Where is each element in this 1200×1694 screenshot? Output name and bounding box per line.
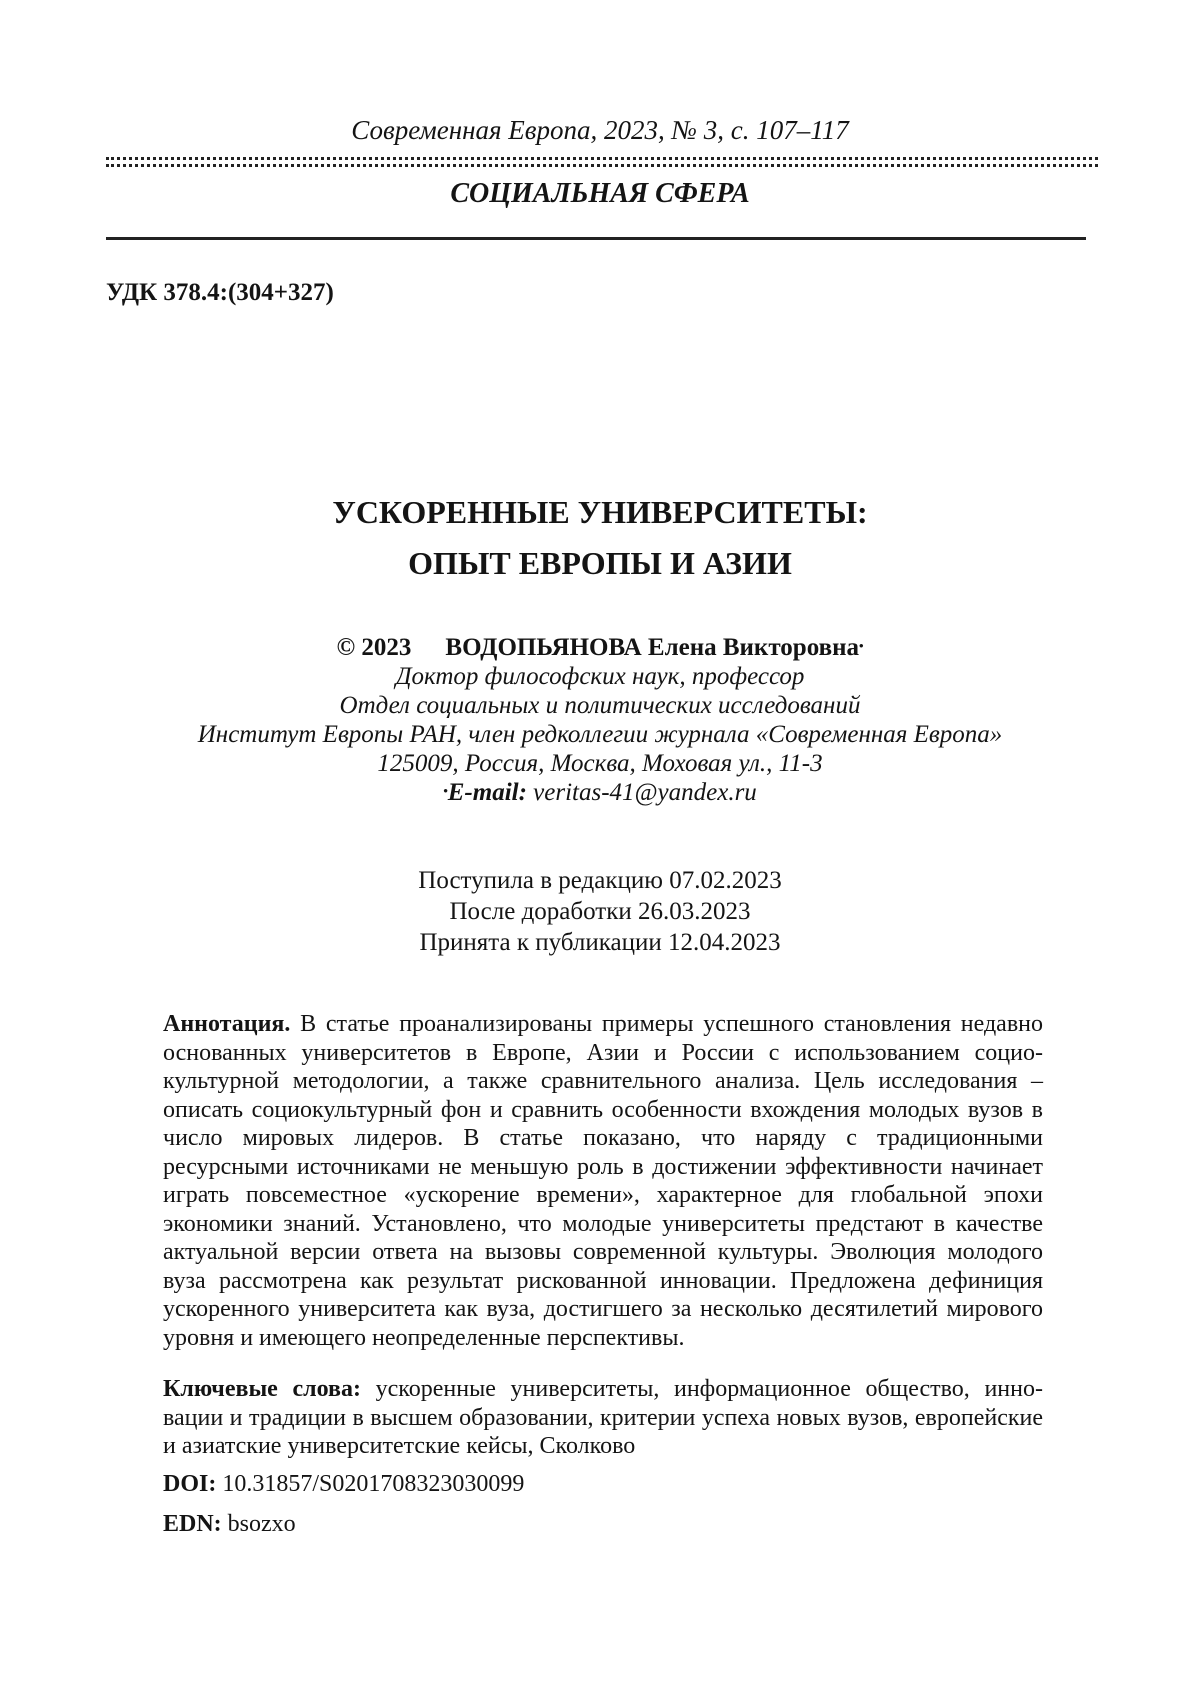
keywords [163, 1375, 1043, 1461]
doi-value: 10.31857/S0201708323030099 [222, 1471, 525, 1497]
copyright-year: © 2023 [336, 634, 412, 661]
udk-code: УДК 378.4:(304+327) [106, 279, 334, 306]
edn-label: EDN: [163, 1511, 222, 1537]
doi [163, 1469, 524, 1499]
edn [163, 1509, 296, 1539]
author-block [0, 633, 1200, 807]
double-rule [106, 157, 1098, 167]
journal-citation: Современная Европа, 2023, № 3, с. 107–117 [351, 115, 849, 145]
author-footnote-mark: • [858, 638, 864, 653]
email-footnote-mark: • [443, 783, 448, 798]
abstract-label: Аннотация. [163, 1011, 291, 1037]
author-department: Отдел социальных и политических исследований [339, 692, 861, 719]
keywords-label: Ключевые слова: [163, 1376, 361, 1402]
title-line-1: УСКОРЕННЫЕ УНИВЕРСИТЕТЫ: [332, 494, 868, 530]
author-name: ВОДОПЬЯНОВА Елена Викторовна [445, 634, 859, 661]
author-line [0, 633, 1200, 662]
date-accepted: Принята к публикации 12.04.2023 [419, 929, 781, 956]
article-title [0, 487, 1200, 589]
abstract [163, 1010, 1043, 1352]
author-degree: Доктор философских наук, профессор [395, 663, 805, 690]
author-email-line [0, 778, 1200, 807]
email-label: E-mail: [447, 779, 527, 806]
date-revised: После доработки 26.03.2023 [449, 898, 751, 925]
email-address: veritas-41@yandex.ru [533, 779, 757, 806]
edn-value: bsozxo [227, 1511, 296, 1537]
author-address: 125009, Россия, Москва, Моховая ул., 11-3 [377, 750, 823, 777]
abstract-text: В статье проанализированы примеры успешного становления недавно основанных университетов в Европе, Азии и России с использованием социокультурной методологии, а также сравнительного анализа. Цель исследования – описать социокультурный фон и сравнить особенности вхождения молодых вузов в число мировых лидеров. В статье показано, что наряду с традиционными ресурсными источниками не меньшую роль в достижении эффективности начинает играть повсеместное «ускорение времени», характерное для глобальной эпохи экономики знаний. Установлено, что молодые университеты предстают в качестве актуальной версии ответа на вызовы современной культуры. Эволюция молодого вуза рассмотрена как результат рискованной инновации. Предложена дефиниция ускоренного университета как вуза, достигшего за несколько десятилетий мирового уровня и имеющего неопределенные перспективы. [163, 1011, 1044, 1351]
keywords-text: ускоренные университеты, информационное общество, инновации и традиции в высшем образовании, критерии успеха новых вузов, европейские и азиатские университетские кейсы, Сколково [163, 1376, 1043, 1459]
title-line-2: ОПЫТ ЕВРОПЫ И АЗИИ [408, 545, 792, 581]
doi-label: DOI: [163, 1471, 217, 1497]
author-institute: Институт Европы РАН, член редколлегии журнала «Современная Европа» [197, 721, 1003, 748]
date-received: Поступила в редакцию 07.02.2023 [418, 867, 782, 894]
submission-dates [0, 865, 1200, 958]
section-rule [106, 237, 1086, 240]
section-heading: СОЦИАЛЬНАЯ СФЕРА [450, 178, 750, 209]
